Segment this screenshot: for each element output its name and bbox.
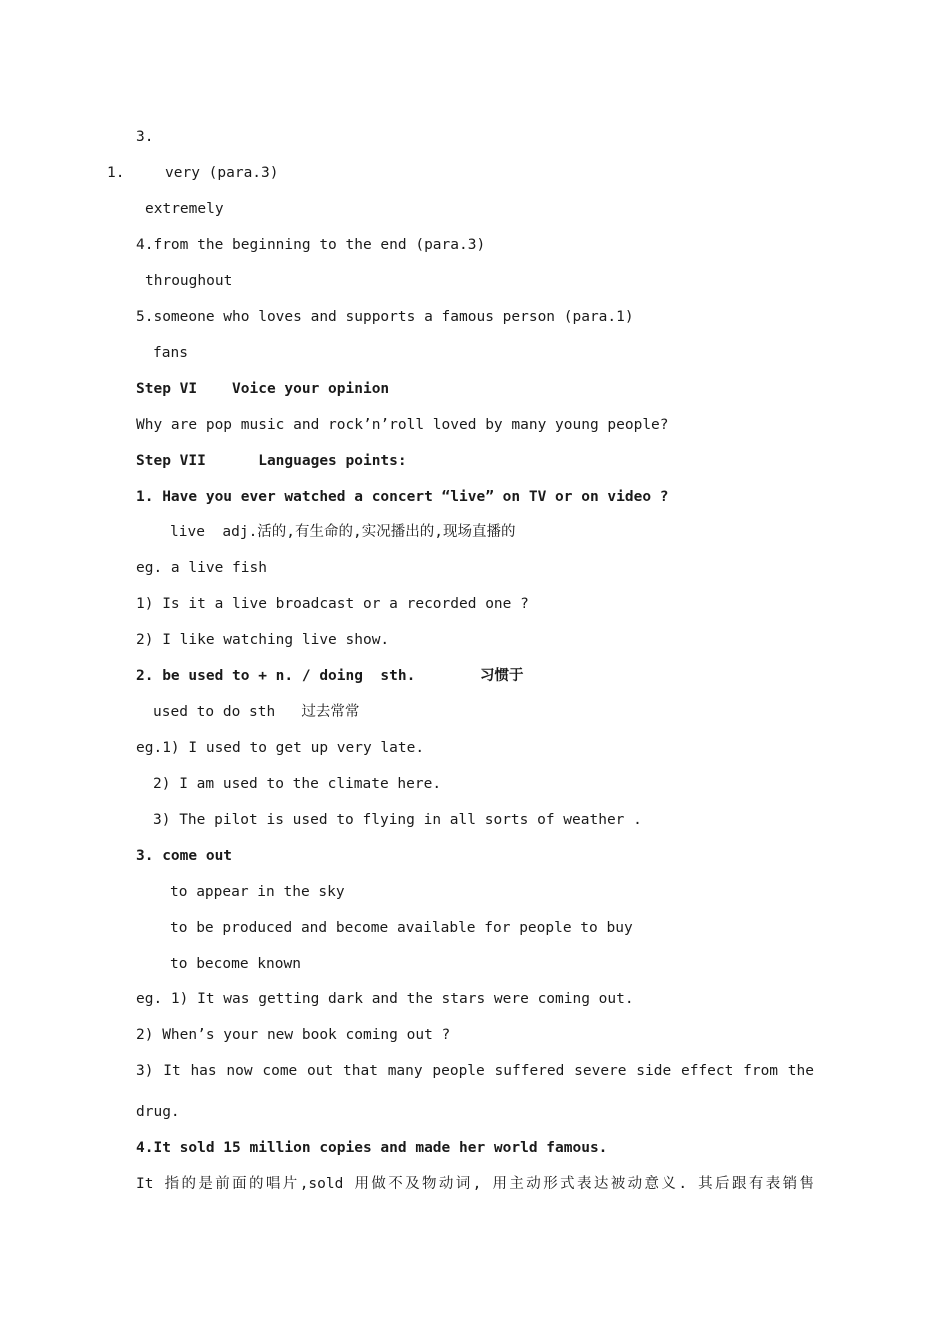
vocab-answer: throughout xyxy=(145,273,233,289)
list-number: 1. xyxy=(107,165,125,181)
language-point-heading: 2. be used to + n. / doing sth. xyxy=(136,668,416,684)
definition-text: used to do sth 过去常常 xyxy=(153,704,360,720)
example-text: drug. xyxy=(136,1104,180,1120)
example-text: 2) I like watching live show. xyxy=(136,632,390,648)
example-text: 3) The pilot is used to flying in all sorts of weather . xyxy=(153,812,642,828)
language-point-heading: 4.It sold 15 million copies and made her world famous. xyxy=(136,1140,608,1156)
example-text: eg. 1) It was getting dark and the stars were coming out. xyxy=(136,991,634,1007)
vocab-definition: 4.from the beginning to the end (para.3) xyxy=(136,237,486,253)
language-point-heading: 1. Have you ever watched a concert “live” on TV or on video ? xyxy=(136,489,669,505)
list-number: 3. xyxy=(136,129,154,145)
section-heading: Step VI Voice your opinion xyxy=(136,381,390,397)
definition-text: to be produced and become available for people to buy xyxy=(170,920,633,936)
vocab-definition: very (para.3) xyxy=(165,165,279,181)
vocab-definition: 5.someone who loves and supports a famous person (para.1) xyxy=(136,309,634,325)
section-heading: Step VII Languages points: xyxy=(136,453,407,469)
vocab-answer: fans xyxy=(153,345,188,361)
meaning-text: 习惯于 xyxy=(480,668,524,684)
vocab-answer: extremely xyxy=(145,201,224,217)
language-point-heading: 3. come out xyxy=(136,848,233,864)
definition-text: to become known xyxy=(170,956,301,972)
example-text: 1) Is it a live broadcast or a recorded one ? xyxy=(136,596,529,612)
question-text: Why are pop music and rock’n’roll loved by many young people? xyxy=(136,417,669,433)
example-text: 2) I am used to the climate here. xyxy=(153,776,442,792)
example-text: eg.1) I used to get up very late. xyxy=(136,740,425,756)
example-text: 3) It has now come out that many people suffered severe side effect from the xyxy=(136,1063,814,1079)
explanation-text: It 指的是前面的唱片,sold 用做不及物动词, 用主动形式表达被动意义. 其后跟有表销售 xyxy=(136,1176,814,1192)
example-text: 2) When’s your new book coming out ? xyxy=(136,1027,451,1043)
example-text: eg. a live fish xyxy=(136,560,267,576)
definition-text: to appear in the sky xyxy=(170,884,345,900)
definition-text: live adj.活的,有生命的,实况播出的,现场直播的 xyxy=(170,524,516,540)
